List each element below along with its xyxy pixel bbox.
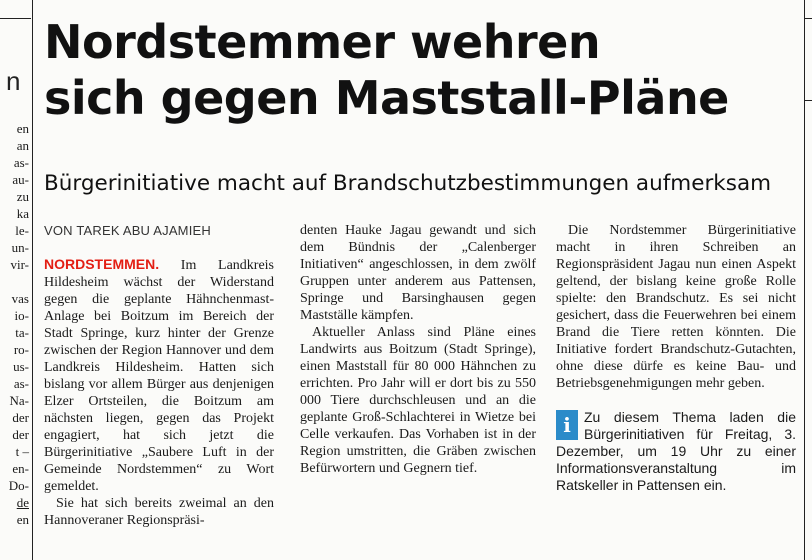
fragment-line: le- [15, 223, 29, 238]
fragment-line: us- [13, 359, 29, 374]
fragment-line: an [16, 138, 29, 153]
article-column-2 [300, 222, 536, 552]
fragment-headline: n [6, 66, 21, 96]
fragment-line: en [16, 121, 29, 136]
fragment-line: zu [16, 189, 29, 204]
fragment-line: vir- [10, 257, 29, 272]
paragraph: Sie hat sich bereits zweimal an den Hannoveraner Regionspräsi- [44, 496, 274, 528]
fragment-line: en [16, 512, 29, 527]
fragment-line: t – [15, 444, 29, 459]
article-column-1 [44, 222, 274, 552]
dateline: NORDSTEMMEN. [44, 256, 160, 272]
fragment-line: ka [16, 206, 29, 221]
fragment-line: io- [14, 308, 29, 323]
adjacent-article-fragment [0, 0, 33, 560]
article-column-3 [556, 222, 796, 552]
fragment-line: vas [11, 291, 29, 306]
subheadline: Bürgerinitiative macht auf Brandschutzbestimmungen aufmerksam [44, 171, 772, 196]
paragraph: Die Nordstemmer Bürgerinitiative macht in ihren Schreiben an Regionspräsident Jagau nun einen Aspekt geltend, der bislang keine große Rolle spielte: den Brandschutz. Es sei nicht gesichert, dass die Feuerwehren bei einem Brand die Tiere retten könnten. Die Initiative fordert Brandschutz-Gutachten, ohne diese dürfe es keine Bau- und Betriebsgenehmigungen mehr geben. [556, 223, 796, 391]
paragraph: denten Hauke Jagau gewandt und sich dem Bündnis der „Calenberger Initiativen“ angeschlossen, in dem zwölf Gruppen unter anderem aus Pattensen, Springe und Barsinghausen gegen Mastställe kämpfen. [300, 223, 536, 323]
info-text: Zu diesem Thema laden die Bürgerinitiativen für Freitag, 3. Dezember, um 19 Uhr zu einer Informationsveranstaltung im Ratskeller in Pattensen ein. [556, 409, 796, 493]
fragment-line: as- [13, 155, 29, 170]
fragment-line: en- [12, 461, 29, 476]
lead-paragraph [44, 256, 274, 495]
byline: VON TAREK ABU AJAMIEH [44, 223, 211, 238]
right-edge-rules [804, 0, 812, 560]
fragment-line: Do- [8, 478, 29, 493]
info-box [556, 409, 796, 494]
headline-line-2: sich gegen Maststall-Pläne [44, 71, 729, 125]
headline [44, 14, 804, 126]
fragment-line: un- [11, 240, 29, 255]
info-icon: i [556, 410, 578, 440]
fragment-line: de [16, 495, 29, 510]
fragment-line: ta- [15, 325, 29, 340]
fragment-line: Na- [9, 393, 29, 408]
fragment-line: der [12, 427, 29, 442]
fragment-line: au- [12, 172, 29, 187]
fragment-line: ro- [13, 342, 29, 357]
lead-text: Im Landkreis Hildesheim wächst der Widerstand gegen die geplante Hähnchenmast-Anlage bei Boitzum im Bereich der Stadt Springe, kurz hinter der Grenze zwischen der Region Hannover und dem Landkreis Hildesheim. Hatten sich bislang vor allem Bürger aus denjenigen Elzer Ortsteilen, die Boitzum am nächsten liegen, gegen das Projekt engagiert, hat sich jetzt die Bürgerinitiative „Saubere Luft in der Gemeinde Nordstemmen“ zu Wort gemeldet. [44, 258, 274, 494]
fragment-line: as- [13, 376, 29, 391]
paragraph: Aktueller Anlass sind Pläne eines Landwirts aus Boitzum (Stadt Springe), einen Maststall für 80 000 Hähnchen zu errichten. Pro Jahr will er dort bis zu 550 000 Tiere durchschleusen und an die geplante Groß-Schlachterei in Wietze bei Celle verkaufen. Das Vorhaben ist in der Region umstritten, die Gräben zwischen Befürwortern und Gegnern tief. [300, 325, 536, 476]
headline-line-1: Nordstemmer wehren [44, 15, 601, 69]
fragment-line: der [12, 410, 29, 425]
divider [0, 18, 31, 19]
